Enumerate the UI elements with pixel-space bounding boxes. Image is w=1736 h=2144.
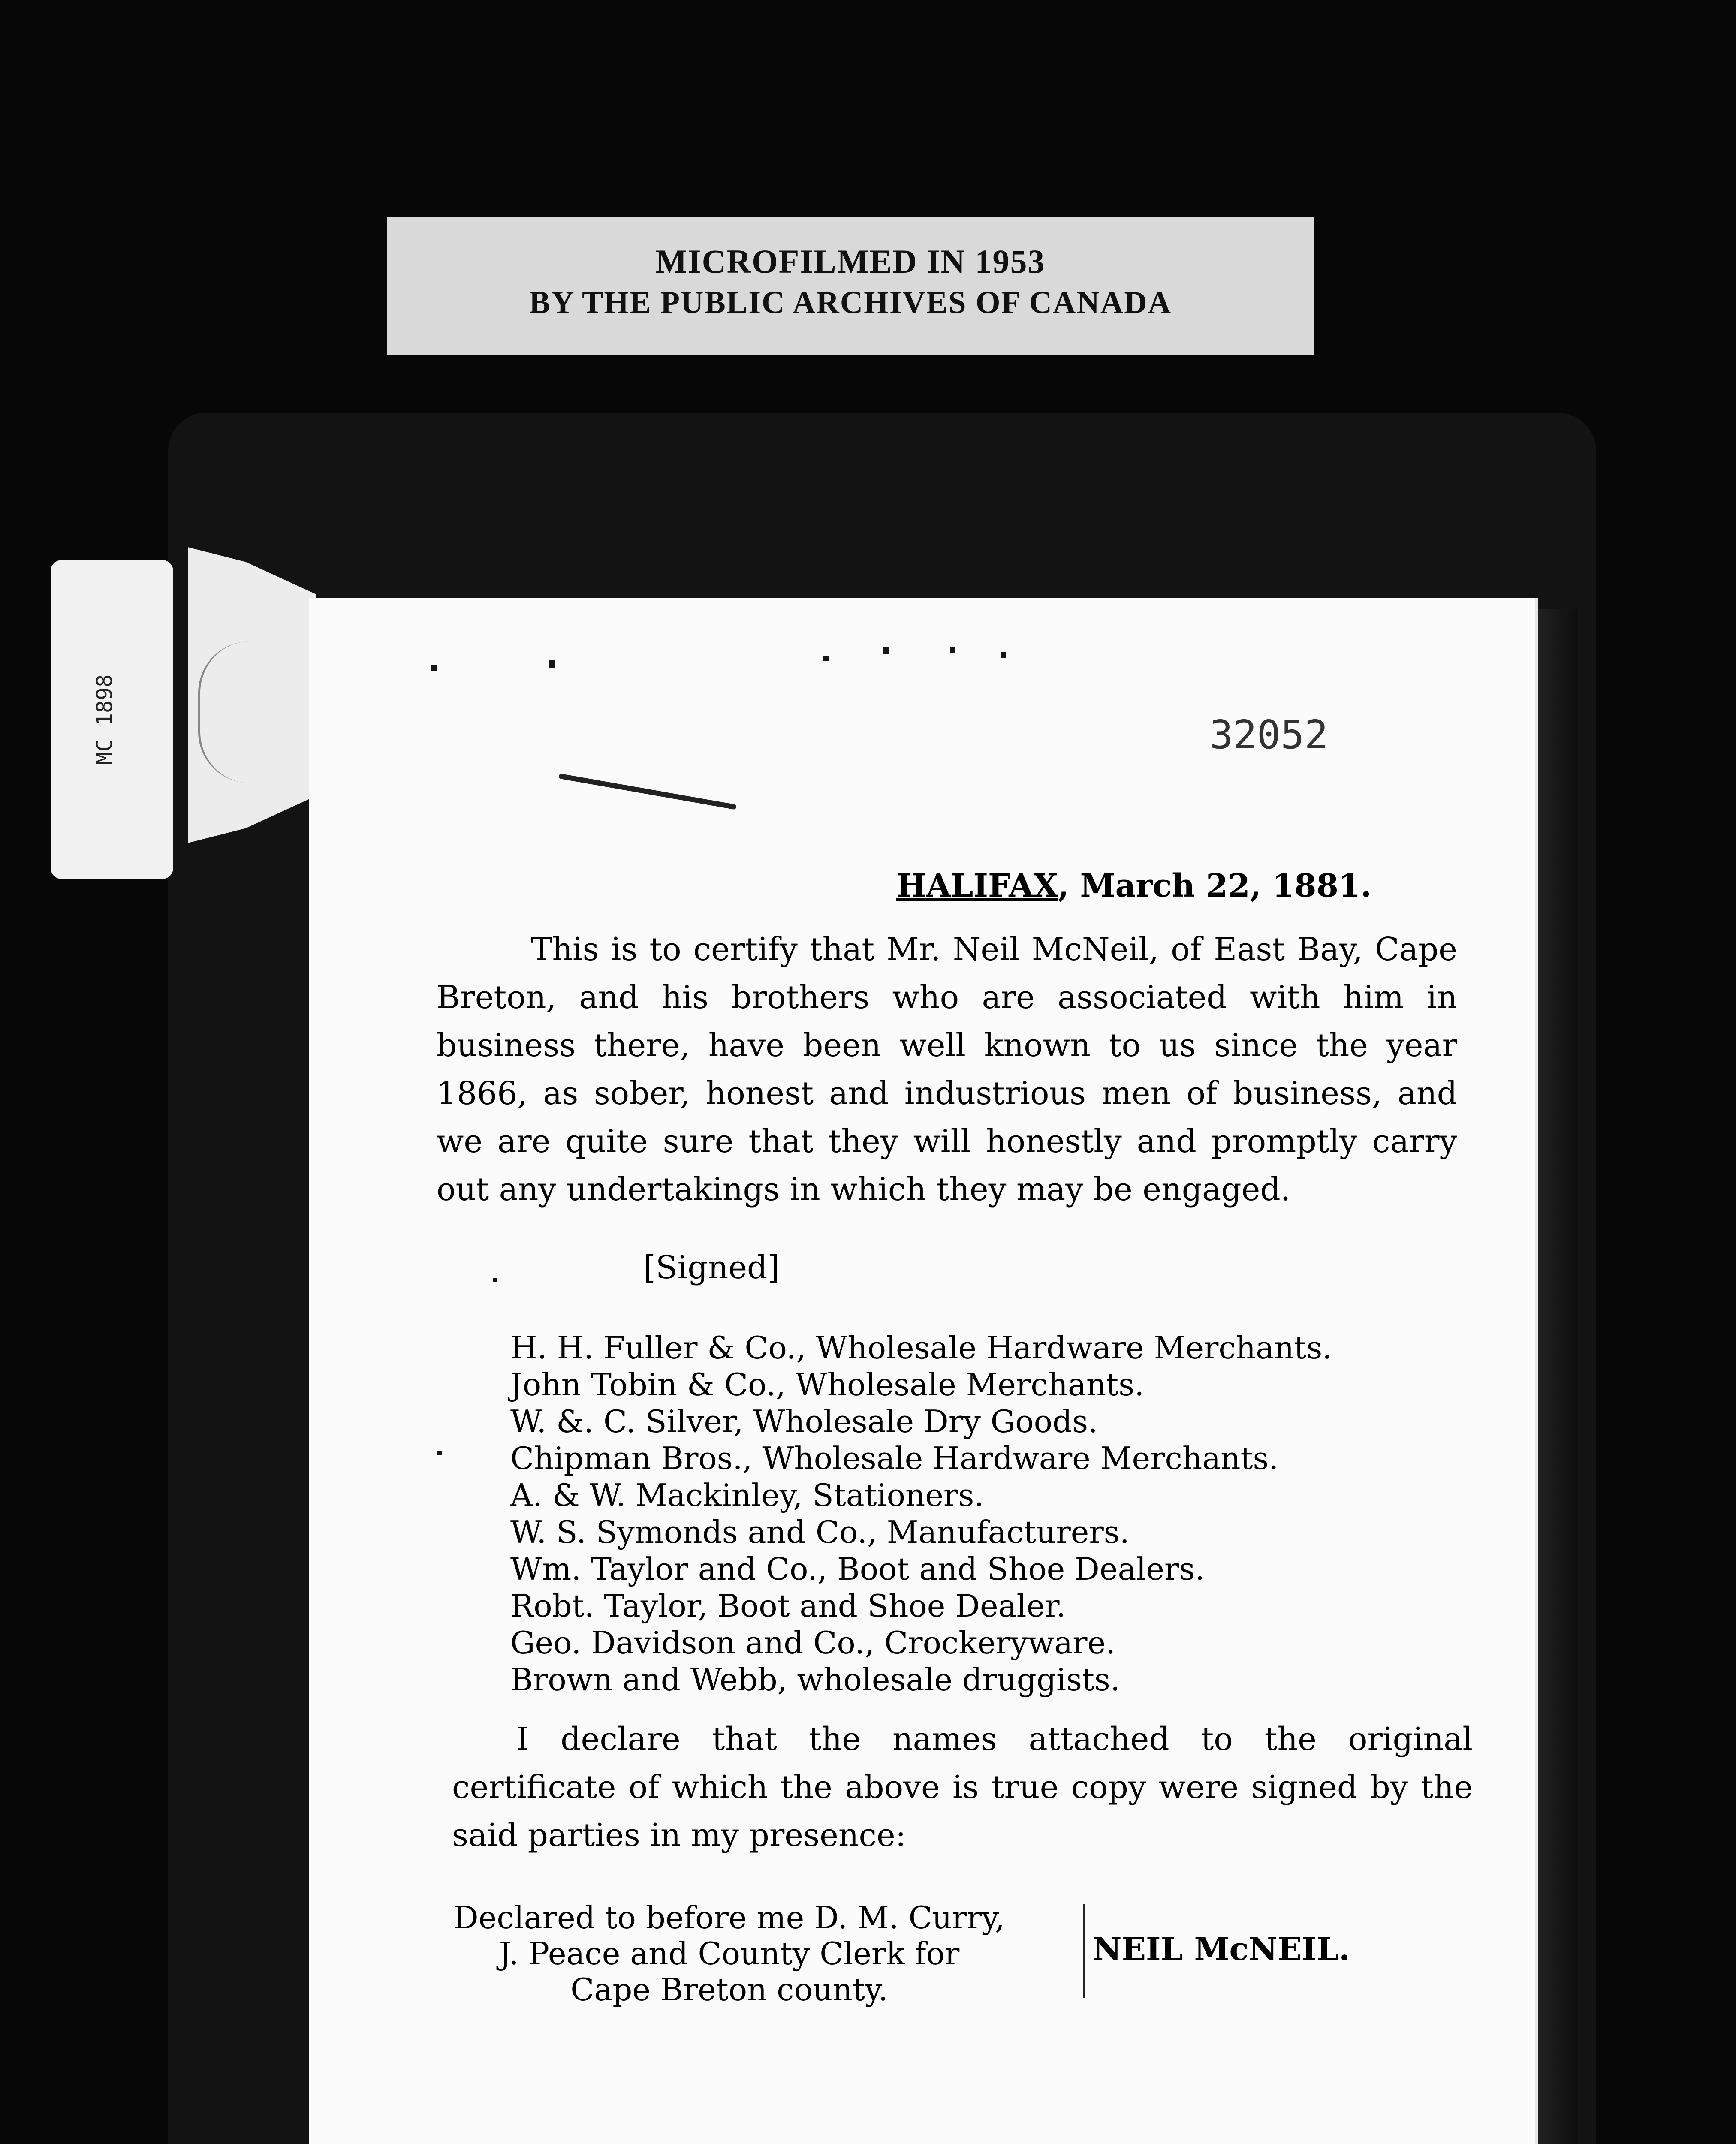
signatory-line: Wm. Taylor and Co., Boot and Shoe Dealers. (510, 1551, 1205, 1587)
signatory-line: W. S. Symonds and Co., Manufacturers. (510, 1514, 1130, 1550)
dateline-date: , March 22, 1881. (1058, 867, 1372, 904)
folio-number: 32052 (1209, 712, 1328, 758)
signer-name: NEIL McNEIL. (1093, 1931, 1350, 1968)
declared-line: Declared to before me D. M. Curry, (454, 1900, 1005, 1936)
signature-bracket (1083, 1904, 1085, 1998)
banner-line-2: BY THE PUBLIC ARCHIVES OF CANADA (529, 285, 1172, 320)
signatory-line: Chipman Bros., Wholesale Hardware Merchants. (510, 1440, 1279, 1476)
signatory-line: Robt. Taylor, Boot and Shoe Dealer. (510, 1588, 1066, 1624)
clip-fold-line (198, 641, 273, 783)
side-tab-label: MC 1898 (92, 674, 117, 765)
ink-speck (549, 660, 555, 668)
signatory-line: A. & W. Mackinley, Stationers. (510, 1477, 984, 1513)
declared-line: Cape Breton county. (570, 1972, 888, 2008)
signatory-list (510, 1329, 1332, 1698)
ink-speck (823, 656, 829, 661)
dateline (896, 862, 1371, 910)
signatory-line: John Tobin & Co., Wholesale Merchants. (510, 1367, 1145, 1403)
ink-speck (950, 647, 955, 653)
certificate-paragraph: This is to certify that Mr. Neil McNeil, of East Bay, Cape Breton, and his brothers who are associated with him in business there, have been well known to us since the year 1866, as sober, honest and industrious men of business, and we are quite sure that they will honestly and promptly carry out any undertakings in which they may be engaged. (437, 931, 1457, 1208)
signatory-line: Brown and Webb, wholesale druggists. (510, 1662, 1120, 1698)
banner-line-1: MICROFILMED IN 1953 (655, 243, 1046, 280)
ink-speck (431, 665, 437, 671)
declared-before-block (454, 1900, 1005, 2008)
signatory-line: H. H. Fuller & Co., Wholesale Hardware Merchants. (510, 1330, 1332, 1366)
side-tab (51, 560, 173, 879)
ink-speck (493, 1278, 497, 1282)
signed-label: [Signed] (643, 1249, 780, 1286)
dateline-place: HALIFAX (896, 867, 1058, 904)
signatory-line: Geo. Davidson and Co., Crockeryware. (510, 1625, 1116, 1661)
declared-line: J. Peace and County Clerk for (499, 1936, 960, 1972)
ink-speck (883, 647, 889, 654)
declaration-paragraph: I declare that the names attached to the original certificate of which the above is true copy were signed by the said parties in my presence: (452, 1721, 1473, 1854)
ink-speck (437, 1451, 442, 1455)
microfilm-banner (387, 217, 1314, 355)
signatory-line: W. &. C. Silver, Wholesale Dry Goods. (510, 1403, 1098, 1439)
ink-speck (1001, 652, 1006, 658)
